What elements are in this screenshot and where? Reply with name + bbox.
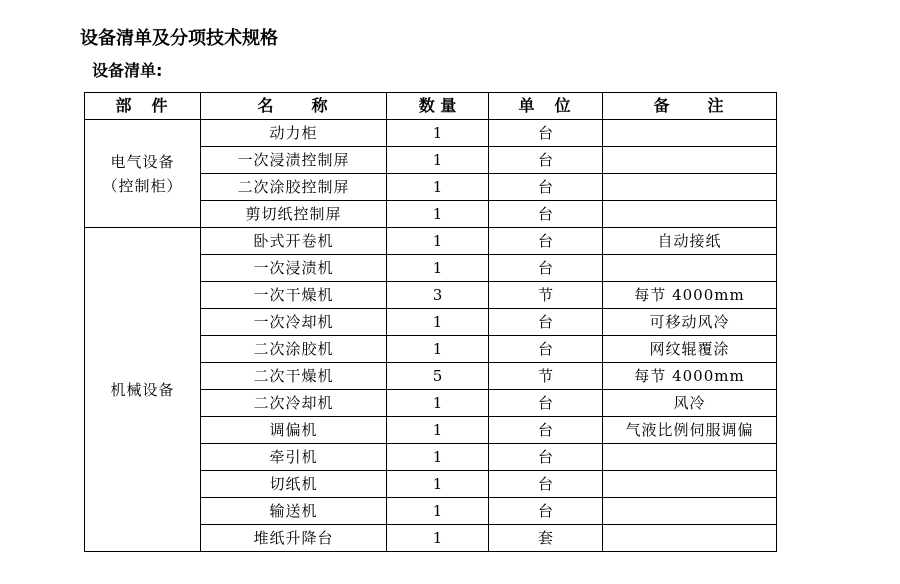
unit-cell: 台 [489, 471, 603, 498]
qty-cell: 1 [387, 174, 489, 201]
unit-cell: 台 [489, 390, 603, 417]
header-name: 名 称 [201, 93, 387, 120]
header-qty: 数 量 [387, 93, 489, 120]
qty-cell: 1 [387, 120, 489, 147]
qty-cell: 3 [387, 282, 489, 309]
document-title: 设备清单及分项技术规格 [80, 28, 278, 49]
unit-cell: 节 [489, 363, 603, 390]
unit-cell: 台 [489, 174, 603, 201]
header-part: 部 件 [85, 93, 201, 120]
part-label: 机械设备 [110, 380, 175, 399]
name-cell: 一次浸渍控制屏 [201, 147, 387, 174]
note-cell: 每节 4000mm [603, 363, 777, 390]
table-row [85, 120, 777, 147]
note-cell [603, 201, 777, 228]
unit-cell: 台 [489, 444, 603, 471]
note-cell: 风冷 [603, 390, 777, 417]
note-cell: 自动接纸 [603, 228, 777, 255]
qty-cell: 1 [387, 228, 489, 255]
unit-cell: 台 [489, 336, 603, 363]
name-cell: 一次浸渍机 [201, 255, 387, 282]
name-cell: 二次冷却机 [201, 390, 387, 417]
name-cell: 堆纸升降台 [201, 525, 387, 552]
note-cell [603, 174, 777, 201]
qty-cell: 1 [387, 390, 489, 417]
qty-cell: 1 [387, 201, 489, 228]
note-cell [603, 444, 777, 471]
name-cell: 二次涂胶控制屏 [201, 174, 387, 201]
note-cell [603, 255, 777, 282]
name-cell: 一次干燥机 [201, 282, 387, 309]
part-cell [85, 120, 201, 228]
header-unit: 单 位 [489, 93, 603, 120]
qty-cell: 1 [387, 525, 489, 552]
table-body [85, 120, 777, 552]
part-label: 电气设备 [110, 152, 175, 171]
qty-cell: 1 [387, 255, 489, 282]
unit-cell: 套 [489, 525, 603, 552]
name-cell: 动力柜 [201, 120, 387, 147]
table-header-row [85, 93, 777, 120]
qty-cell: 5 [387, 363, 489, 390]
note-cell: 每节 4000mm [603, 282, 777, 309]
note-cell [603, 525, 777, 552]
name-cell: 切纸机 [201, 471, 387, 498]
unit-cell: 节 [489, 282, 603, 309]
name-cell: 二次涂胶机 [201, 336, 387, 363]
unit-cell: 台 [489, 120, 603, 147]
note-cell: 气液比例伺服调偏 [603, 417, 777, 444]
qty-cell: 1 [387, 471, 489, 498]
name-cell: 剪切纸控制屏 [201, 201, 387, 228]
unit-cell: 台 [489, 309, 603, 336]
name-cell: 卧式开卷机 [201, 228, 387, 255]
unit-cell: 台 [489, 255, 603, 282]
table-row [85, 228, 777, 255]
section-subtitle: 设备清单: [92, 61, 163, 80]
name-cell: 二次干燥机 [201, 363, 387, 390]
name-cell: 输送机 [201, 498, 387, 525]
name-cell: 一次冷却机 [201, 309, 387, 336]
note-cell [603, 120, 777, 147]
equipment-table [84, 92, 777, 552]
qty-cell: 1 [387, 498, 489, 525]
unit-cell: 台 [489, 201, 603, 228]
qty-cell: 1 [387, 147, 489, 174]
part-cell [85, 228, 201, 552]
qty-cell: 1 [387, 444, 489, 471]
header-note: 备 注 [603, 93, 777, 120]
unit-cell: 台 [489, 417, 603, 444]
name-cell: 牵引机 [201, 444, 387, 471]
note-cell [603, 471, 777, 498]
name-cell: 调偏机 [201, 417, 387, 444]
unit-cell: 台 [489, 498, 603, 525]
note-cell [603, 498, 777, 525]
unit-cell: 台 [489, 147, 603, 174]
qty-cell: 1 [387, 309, 489, 336]
note-cell [603, 147, 777, 174]
qty-cell: 1 [387, 336, 489, 363]
part-sublabel: （控制柜） [102, 176, 183, 195]
qty-cell: 1 [387, 417, 489, 444]
note-cell: 网纹辊覆涂 [603, 336, 777, 363]
note-cell: 可移动风冷 [603, 309, 777, 336]
unit-cell: 台 [489, 228, 603, 255]
